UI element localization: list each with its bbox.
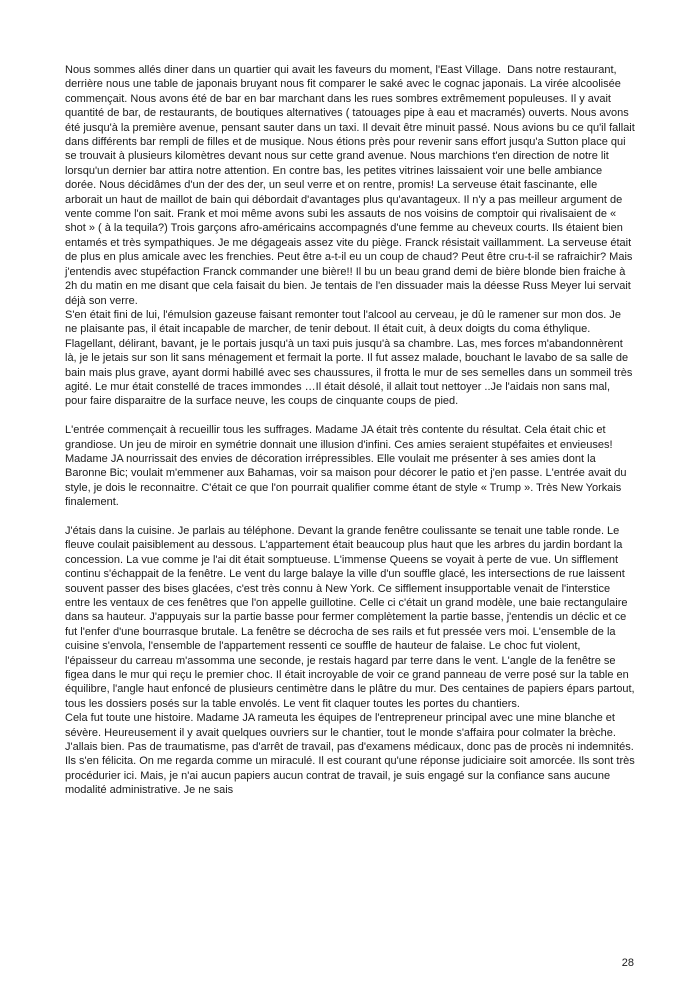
paragraph: Nous sommes allés diner dans un quartier qui avait les faveurs du moment, l'East Village. Dans notre restaurant, derrière nous une table de japonais bruyant nous fit comparer le saké avec le cognac japonais. La virée alcoolisée commençait. Nous avons été de bar en bar marchant dans les rues sombres extrêmement populeuses. Il y avait quantité de bar, de restaurants, de boutiques alternatives ( tatouages pipe à eau et macramés) ouverts. Nous avons été jusqu'à la première avenue, pensant sauter dans un taxi. Il devait être minuit passé. Nous avions bu ce qu'il fallait dans différents bar rempli de filles et de musique. Nous étions près pour revenir sans effort jusqu'a Sutton place qui se trouvait à plusieurs kilomètres devant nous sur cette grand avenue. Nous marchions t'en direction de notre lit lorsqu'un dernier bar attira notre attention. En contre bas, les petites vitrines laissaient voir une belle ambiance dorée. Nous décidâmes d'un der des der, un seul verre et on rentre, promis! La serveuse était fascinante, elle arborait un haut de maillot de bain qui débordait d'avantages plus qu'avantageux. Il n'y a pas meilleur argument de vente comme l'on sait. Frank et moi même avons subi les assauts de nos voisins de comptoir qui rivalisaient de « shot » ( à la tequila?) Trois garçons afro-américains accompagnés d'une femme au cheveux courts. Ils étaient bien entamés et très sympathiques. Je me dégageais assez vite du piège. Franck résistait vaillamment. La serveuse était de plus en plus amicale avec les frenchies. Peut être a-t-il eu un coup de chaud? Peut être cru-t-il se rafraichir? Mais j'entendis avec stupéfaction Franck commander une bière!! Il bu un beau grand demi de bière blonde bien fraiche à 2h du matin en me disant que cela faisait du bien. Je tentais de l'en dissuader mais la déesse Russ Meyer lui servait déjà son verre. (65, 64, 638, 307)
paragraph: J'étais dans la cuisine. Je parlais au téléphone. Devant la grande fenêtre coulissante se tenait une table ronde. Le fleuve coulait paisiblement au dessous. L'appartement était beaucoup plus haut que les arbres du jardin bordant la concession. La vue comme je l'ai dit était somptueuse. L'immense Queens se voyait à perte de vue. Un sifflement continu s'échappait de la fenêtre. Le vent du large balaye la ville d'un souffle glacé, les intersections de rue laissent souvent passer des bises glacées, c'est très connu à New York. Ce sifflement insupportable venait de l'interstice entre les ventaux de ces fenêtres que l'on appelle guillotine. Celle ci c'était un grand modèle, une baie rectangulaire dans sa hauteur. J'appuyais sur la partie basse pour fermer complètement la partie basse, j'entendis un déclic et ce fut l'enfer d'une bourrasque brutale. La fenêtre se décrocha de ses rails et fut pressée vers moi. L'ensemble de la cuisine s'envola, l'ensemble de l'appartement ressenti ce souffle de hauteur de falaise. Le choc fut violent, l'épaisseur du carreau m'assomma une seconde, je restais hagard par terre dans le vent. L'angle de la fenêtre se figea dans le mur qui reçu le premier choc. Il était incroyable de voir ce grand panneau de verre posé sur la table en équilibre, l'angle haut enfoncé de plusieurs centimètre dans le plâtre du mur. Des centaines de papiers épars partout, tous les dossiers posés sur la table envolés. Le vent fit claquer toutes les portes du chantiers. (65, 524, 638, 710)
paragraph: J'allais bien. Pas de traumatisme, pas d'arrêt de travail, pas d'examens médicaux, donc pas de procès ni indemnités. Ils s'en félicita. On me regarda comme un miraculé. Il est courant qu'une réponse judiciaire soit amorcée. Ils sont très procédurier ici. Mais, je n'ai aucun papiers aucun contrat de travail, je suis engagé sur la confiance sans aucune modalité administrative. Je ne sais (65, 741, 638, 797)
paragraph: S'en était fini de lui, l'émulsion gazeuse faisant remonter tout l'alcool au cerveau, je dû le ramener sur mon dos. Je ne plaisante pas, il était incapable de marcher, de tenir debout. Il était cuit, à deux doigts du coma éthylique. Flagellant, délirant, bavant, je le portais jusqu'à un taxi puis jusqu'à sa chambre. Las, mes forces m'abandonnèrent là, je le jetais sur son lit sans ménagement et fermait la porte. Il fut assez malade, bouchant le lavabo de sa salle de bain mais plus grave, ayant dormi habillé avec ses chaussures, il frotta le mur de ses semelles dans un sommeil très agité. Le mur était constellé de traces immondes …Il était désolé, il allait tout nettoyer ..Je l'aidais non sans mal, pour faire disparaitre de la surface neuve, les coups de cinquante coups de pied. (65, 308, 636, 408)
page-number: 28 (621, 956, 634, 969)
text-block (65, 63, 638, 798)
paragraph: L'entrée commençait à recueillir tous les suffrages. Madame JA était très contente du résultat. Cela était chic et grandiose. Un jeu de miroir en symétrie donnait une illusion d'infini. Ces amies seraient stupéfaites et envieuses! Madame JA nourrissait des envies de décoration irrépressibles. Elle voulait me présenter à ses amies dont la Baronne Bic; voulait m'emmener aux Bahamas, voir sa maison pour décorer le patio et j'en passe. L'entrée avait du style, je dois le reconnaitre. C'était ce que l'on pourrait qualifier comme étant de style « Trump ». Très New Yorkais finalement. (65, 424, 630, 509)
paragraph: Cela fut toute une histoire. Madame JA rameuta les équipes de l'entrepreneur principal avec une mine blanche et sévère. Heureusement il y avait quelques ouvriers sur le chantier, tout le monde s'affaira pour colmater la brèche. (65, 712, 619, 739)
